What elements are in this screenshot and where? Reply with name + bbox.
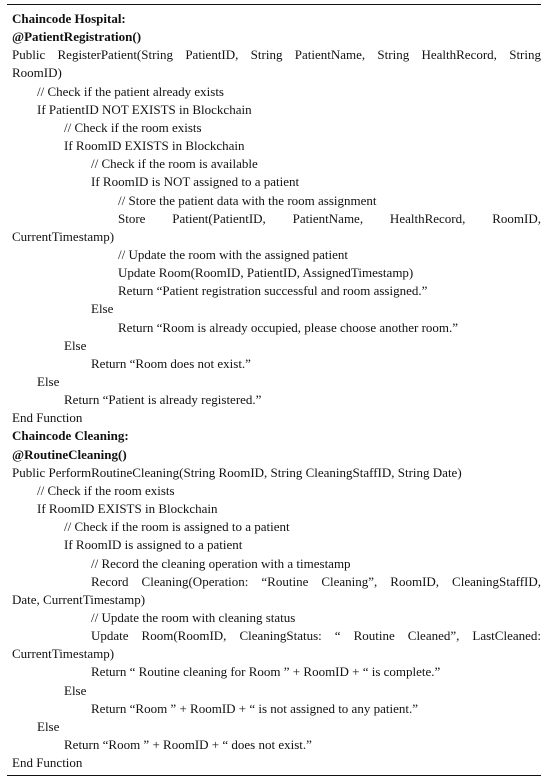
section-heading: Chaincode Hospital: — [12, 11, 126, 26]
code-line: RoomID) — [12, 65, 62, 81]
code-line: If RoomID is assigned to a patient — [64, 537, 243, 553]
code-line: Return “Patient registration successful and room assigned.” — [118, 283, 428, 299]
code-line: Return “Room is already occupied, please choose another room.” — [118, 319, 459, 335]
code-line: Else — [91, 301, 114, 317]
code-line: // Check if the patient already exists — [37, 83, 224, 99]
code-line: If RoomID EXISTS in Blockchain — [64, 138, 245, 154]
section-heading: @RoutineCleaning() — [12, 446, 127, 462]
code-line: If PatientID NOT EXISTS in Blockchain — [37, 101, 252, 117]
code-line: // Check if the room is available — [91, 156, 258, 172]
code-line: // Update the room with the assigned patient — [118, 246, 348, 262]
code-line: If RoomID is NOT assigned to a patient — [91, 174, 300, 190]
code-line: End Function — [12, 410, 83, 426]
code-line: Else — [64, 337, 87, 353]
code-line: Return “Patient is already registered.” — [64, 392, 262, 408]
code-line: // Check if the room is assigned to a patient — [64, 519, 290, 535]
code-line: CurrentTimestamp) — [12, 646, 115, 662]
code-line: // Store the patient data with the room assignment — [118, 192, 377, 208]
code-line: Public PerformRoutineCleaning(String RoomID, String CleaningStaffID, String Date) — [12, 464, 462, 480]
code-line: Update Room(RoomID, CleaningStatus: “ Routine Cleaned”, LastCleaned: — [91, 628, 541, 644]
bottom-rule — [7, 775, 541, 776]
code-line: // Update the room with cleaning status — [91, 609, 296, 625]
section-heading: Chaincode Cleaning: — [12, 428, 129, 444]
code-line: CurrentTimestamp) — [12, 228, 115, 244]
code-line: Else — [64, 682, 87, 698]
code-line: // Check if the room exists — [37, 482, 175, 498]
code-line: Date, CurrentTimestamp) — [12, 591, 146, 607]
code-line: Return “Room ” + RoomID + “ is not assigned to any patient.” — [91, 700, 418, 716]
code-line: // Check if the room exists — [64, 119, 202, 135]
code-line: Else — [37, 718, 60, 734]
code-line: End Function — [12, 755, 83, 771]
code-line: If RoomID EXISTS in Blockchain — [37, 501, 218, 517]
section-heading: @PatientRegistration() — [12, 29, 142, 45]
code-line: Update Room(RoomID, PatientID, AssignedTimestamp) — [118, 265, 414, 281]
code-line: // Record the cleaning operation with a timestamp — [91, 555, 351, 571]
top-rule — [7, 4, 541, 5]
code-line: Record Cleaning(Operation: “Routine Cleaning”, RoomID, CleaningStaffID, — [91, 573, 541, 589]
code-line: Store Patient(PatientID, PatientName, HealthRecord, RoomID, — [118, 210, 541, 226]
code-line: Else — [37, 374, 60, 389]
code-line: Return “Room does not exist.” — [91, 355, 251, 371]
code-line: Return “ Routine cleaning for Room ” + RoomID + “ is complete.” — [91, 664, 441, 680]
code-line: Return “Room ” + RoomID + “ does not exist.” — [64, 737, 312, 752]
code-line: Public RegisterPatient(String PatientID, String PatientName, String HealthRecord, String — [12, 47, 541, 63]
